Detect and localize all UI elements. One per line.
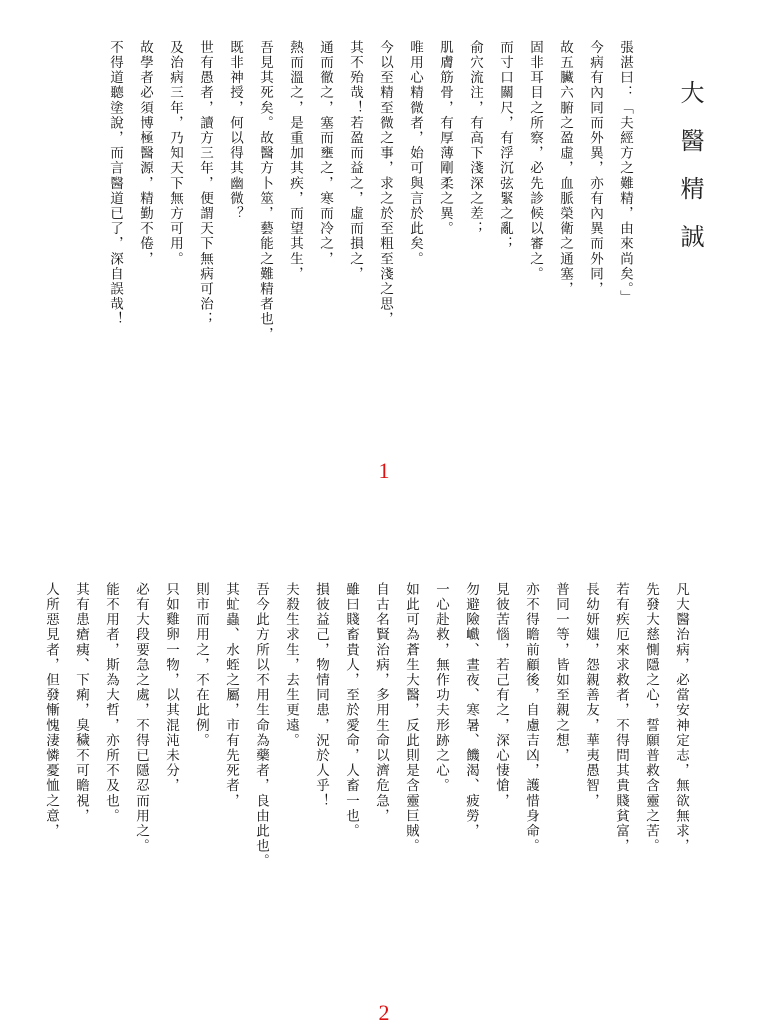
text-column: 今以至精至微之事，求之於至粗至淺之思，: [377, 40, 393, 327]
text-column: 則市而用之，不在此例。: [193, 582, 209, 749]
text-column: 見彼苦惱，若己有之，深心悽愴，: [493, 582, 509, 809]
text-column: 其有患瘡痍、下痢，臭穢不可瞻視，: [73, 582, 89, 824]
text-column: 勿避險巇、晝夜、寒暑、饑渴、疲勞，: [463, 582, 479, 839]
page-1: [0, 40, 768, 490]
text-column: 而寸口關尺，有浮沉弦緊之亂；: [497, 40, 513, 252]
text-column: 故學者必須博極醫源，精勤不倦，: [137, 40, 153, 267]
text-column: 自古名賢治病，多用生命以濟危急，: [373, 582, 389, 824]
text-column: 固非耳目之所察，必先診候以審之。: [527, 40, 543, 282]
text-column: 普同一等，皆如至親之想，: [553, 582, 569, 764]
text-column: 先發大慈惻隱之心，誓願普救含靈之苦。: [643, 582, 659, 854]
text-column: 吾見其死矣。故醫方卜筮，藝能之難精者也，: [257, 40, 273, 342]
text-column: 及治病三年，乃知天下無方可用。: [167, 40, 183, 267]
text-columns: [100, 40, 640, 380]
text-column: 損彼益己，物情同患，況於人乎！: [313, 582, 329, 809]
text-column: 既非神授，何以得其幽微？: [227, 40, 243, 222]
text-column: 肌膚筋骨，有厚薄剛柔之異。: [437, 40, 453, 237]
text-column: 人所惡見者，但發慚愧淒憐憂恤之意，: [43, 582, 59, 839]
page-title: 大醫精誠: [676, 80, 704, 272]
text-column: 俞穴流注，有高下淺深之差；: [467, 40, 483, 237]
text-column: 如此可為蒼生大醫，反此則是含靈巨賊。: [403, 582, 419, 854]
page-number: 1: [378, 458, 390, 483]
text-column: 只如雞卵一物，以其混沌未分，: [163, 582, 179, 794]
text-column: 凡大醫治病，必當安神定志，無欲無求，: [673, 582, 689, 854]
text-column: 其虻蟲、水蛭之屬，市有先死者，: [223, 582, 239, 809]
text-column: 故五臟六腑之盈虛，血脈榮衛之通塞，: [557, 40, 573, 297]
text-column: 世有愚者，讀方三年，便謂天下無病可治；: [197, 40, 213, 327]
text-column: 通而徹之，塞而壅之，寒而冷之，: [317, 40, 333, 267]
text-column: 一心赴救，無作功夫形跡之心。: [433, 582, 449, 794]
text-column: 亦不得瞻前顧後，自慮吉凶，護惜身命。: [523, 582, 539, 854]
text-column: 張湛曰：「夫經方之難精，由來尚矣。」: [617, 40, 633, 306]
text-column: 雖曰賤畜貴人，至於愛命，人畜一也。: [343, 582, 359, 839]
text-column: 不得道聽塗說，而言醫道已了，深自誤哉！: [107, 40, 123, 327]
text-column: 其不殆哉！若盈而益之，虛而損之，: [347, 40, 363, 282]
text-column: 熱而溫之，是重加其疾，而望其生，: [287, 40, 303, 282]
page-number: 2: [378, 1000, 390, 1025]
text-column: 必有大段要急之處，不得已隱忍而用之。: [133, 582, 149, 854]
page-2: [0, 582, 768, 1002]
text-column: 吾今此方所以不用生命為藥者，良由此也。: [253, 582, 269, 869]
text-column: 夫殺生求生，去生更遠。: [283, 582, 299, 749]
text-column: 唯用心精微者，始可與言於此矣。: [407, 40, 423, 267]
text-column: 長幼妍媸，怨親善友，華夷愚智，: [583, 582, 599, 809]
text-column: 能不用者，斯為大哲，亦所不及也。: [103, 582, 119, 824]
text-column: 若有疾厄來求救者，不得問其貴賤貧富，: [613, 582, 629, 854]
text-column: 今病有內同而外異，亦有內異而外同，: [587, 40, 603, 297]
text-columns: [36, 582, 696, 902]
